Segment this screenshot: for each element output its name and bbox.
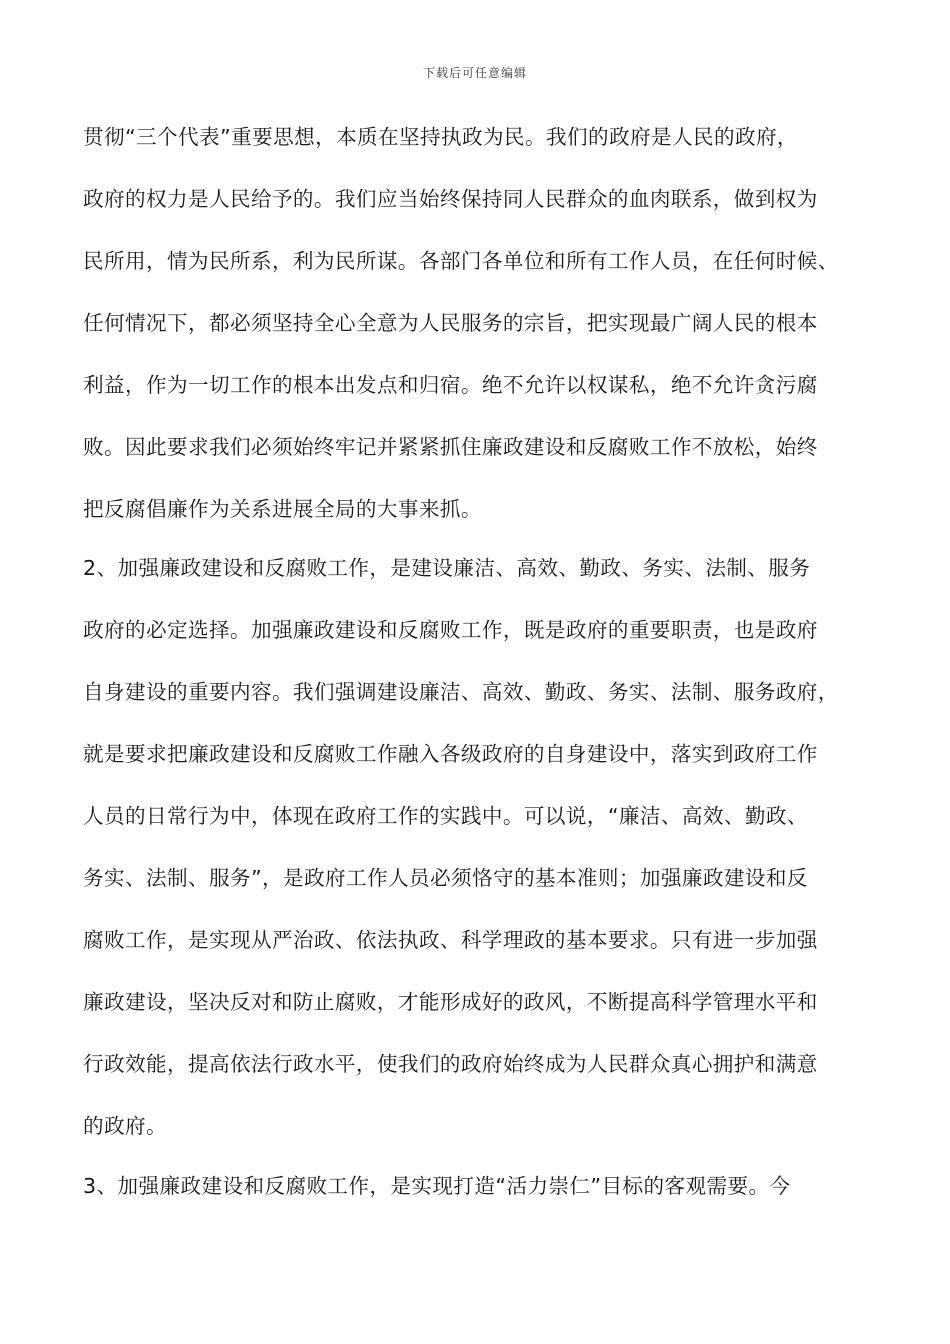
text-line: 利益，作为一切工作的根本出发点和归宿。绝不允许以权谋私，绝不允许贪污腐 xyxy=(83,373,818,397)
text-line: 就是要求把廉政建设和反腐败工作融入各级政府的自身建设中，落实到政府工作 xyxy=(83,742,818,766)
text-line: 2、加强廉政建设和反腐败工作，是建设廉洁、高效、勤政、务实、法制、服务 xyxy=(83,556,811,580)
text-line: 务实、法制、服务”，是政府工作人员必须恪守的基本准则；加强廉政建设和反 xyxy=(83,866,808,890)
text-line: 的政府。 xyxy=(83,1114,167,1138)
text-line: 廉政建设，坚决反对和防止腐败，才能形成好的政风，不断提高科学管理水平和 xyxy=(83,990,818,1014)
text-line: 自身建设的重要内容。我们强调建设廉洁、高效、勤政、务实、法制、服务政府， xyxy=(83,680,839,704)
text-line: 民所用，情为民所系，利为民所谋。各部门各单位和所有工作人员，在任何时候、 xyxy=(83,249,839,273)
text-line: 任何情况下，都必须坚持全心全意为人民服务的宗旨，把实现最广阔人民的根本 xyxy=(83,311,818,335)
text-line: 败。因此要求我们必须始终牢记并紧紧抓住廉政建设和反腐败工作不放松，始终 xyxy=(83,435,818,459)
text-line: 把反腐倡廉作为关系进展全局的大事来抓。 xyxy=(83,497,482,521)
text-line: 腐败工作，是实现从严治政、依法执政、科学理政的基本要求。只有进一步加强 xyxy=(83,928,818,952)
text-line: 贯彻“三个代表”重要思想，本质在坚持执政为民。我们的政府是人民的政府， xyxy=(83,125,798,149)
text-line: 行政效能，提高依法行政水平，使我们的政府始终成为人民群众真心拥护和满意 xyxy=(83,1052,818,1076)
text-line: 政府的必定选择。加强廉政建设和反腐败工作，既是政府的重要职责，也是政府 xyxy=(83,618,818,642)
text-line: 3、加强廉政建设和反腐败工作，是实现打造“活力崇仁”目标的客观需要。今 xyxy=(83,1174,791,1198)
text-line: 人员的日常行为中，体现在政府工作的实践中。可以说，“廉洁、高效、勤政、 xyxy=(83,804,808,828)
page-header: 下载后可任意编辑 xyxy=(422,66,527,80)
text-line: 政府的权力是人民给予的。我们应当始终保持同人民群众的血肉联系，做到权为 xyxy=(83,187,818,211)
